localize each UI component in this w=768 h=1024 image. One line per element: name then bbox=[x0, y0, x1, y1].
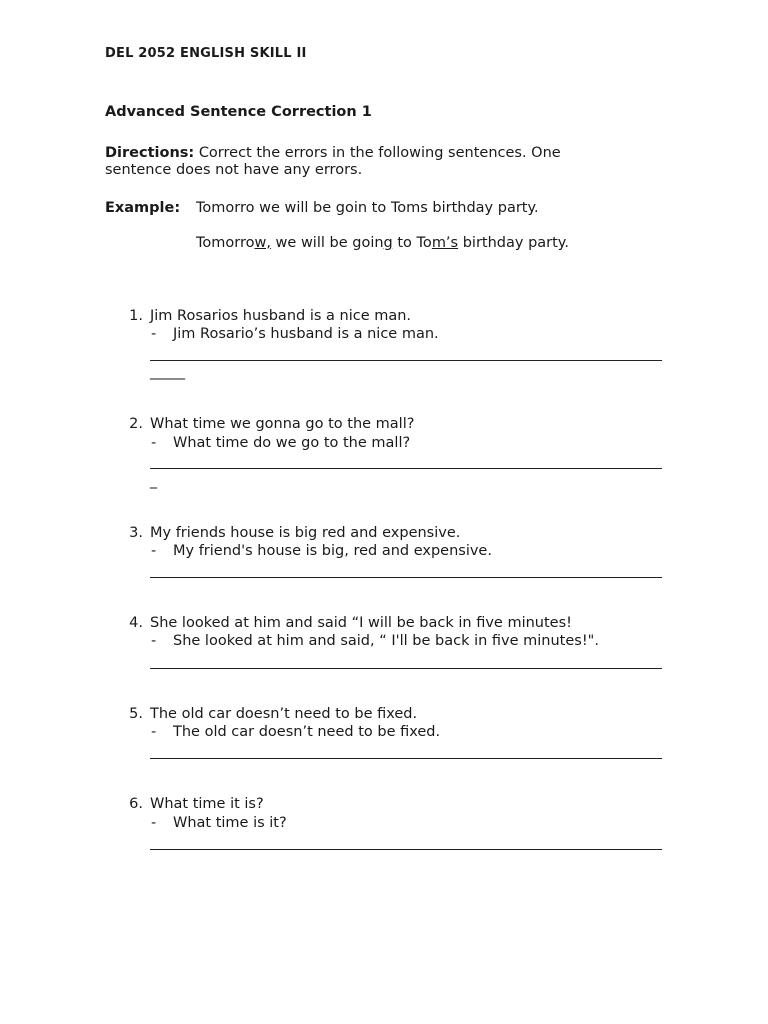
answer-text: My friend's house is big, red and expensive. bbox=[173, 543, 492, 559]
question-number: 4. bbox=[129, 615, 143, 631]
example-correction-underlined: w, bbox=[254, 235, 271, 251]
example-corrected-part: to To bbox=[392, 235, 432, 251]
example-correction-underlined: m’s bbox=[431, 235, 459, 251]
answer-line bbox=[150, 577, 662, 578]
example-incorrect-line bbox=[105, 200, 539, 216]
directions-text: Correct the errors in the following sentences. One sentence does not have any errors. bbox=[105, 145, 561, 178]
answer-text: What time do we go to the mall? bbox=[173, 435, 411, 451]
answer-dash: - bbox=[151, 543, 157, 559]
question-sentence: What time it is? bbox=[150, 796, 264, 812]
question-sentence: My friends house is big red and expensive. bbox=[150, 525, 461, 541]
example-incorrect-text: Tomorro we will be goin to Toms birthday party. bbox=[196, 200, 539, 216]
directions bbox=[105, 145, 625, 179]
question-sentence: The old car doesn’t need to be fixed. bbox=[150, 706, 418, 722]
answer-dash: - bbox=[151, 435, 157, 451]
course-title: DEL 2052 ENGLISH SKILL II bbox=[105, 46, 307, 61]
question-number: 2. bbox=[129, 416, 143, 432]
example-corrected-line bbox=[196, 235, 569, 251]
answer-dash: - bbox=[151, 326, 157, 342]
example-corrected-part: birthday party. bbox=[458, 235, 569, 251]
answer-line bbox=[150, 668, 662, 669]
answer-line-overflow: _ bbox=[150, 473, 157, 489]
answer-dash: - bbox=[151, 815, 157, 831]
answer-line bbox=[150, 758, 662, 759]
answer-text: Jim Rosario’s husband is a nice man. bbox=[173, 326, 439, 342]
question-number: 3. bbox=[129, 525, 143, 541]
answer-text: She looked at him and said, “ I'll be back in five minutes!". bbox=[173, 633, 599, 649]
answer-text: The old car doesn’t need to be fixed. bbox=[173, 724, 441, 740]
example-label: Example: bbox=[105, 200, 181, 216]
answer-dash: - bbox=[151, 633, 157, 649]
answer-line-overflow: _____ bbox=[150, 364, 185, 380]
question-number: 5. bbox=[129, 706, 143, 722]
question-sentence: Jim Rosarios husband is a nice man. bbox=[150, 308, 412, 324]
answer-line bbox=[150, 849, 662, 850]
question-sentence: What time we gonna go to the mall? bbox=[150, 416, 415, 432]
directions-label: Directions: bbox=[105, 145, 195, 161]
answer-dash: - bbox=[151, 724, 157, 740]
example-corrected-part: we will be goin bbox=[270, 235, 384, 251]
answer-line bbox=[150, 360, 662, 361]
example-correction-underlined: g bbox=[383, 235, 393, 251]
example-corrected-part: Tomorro bbox=[196, 235, 255, 251]
question-sentence: She looked at him and said “I will be back in five minutes! bbox=[150, 615, 572, 631]
answer-text: What time is it? bbox=[173, 815, 287, 831]
answer-line bbox=[150, 468, 662, 469]
worksheet-title: Advanced Sentence Correction 1 bbox=[105, 104, 372, 120]
question-number: 1. bbox=[129, 308, 143, 324]
question-number: 6. bbox=[129, 796, 143, 812]
